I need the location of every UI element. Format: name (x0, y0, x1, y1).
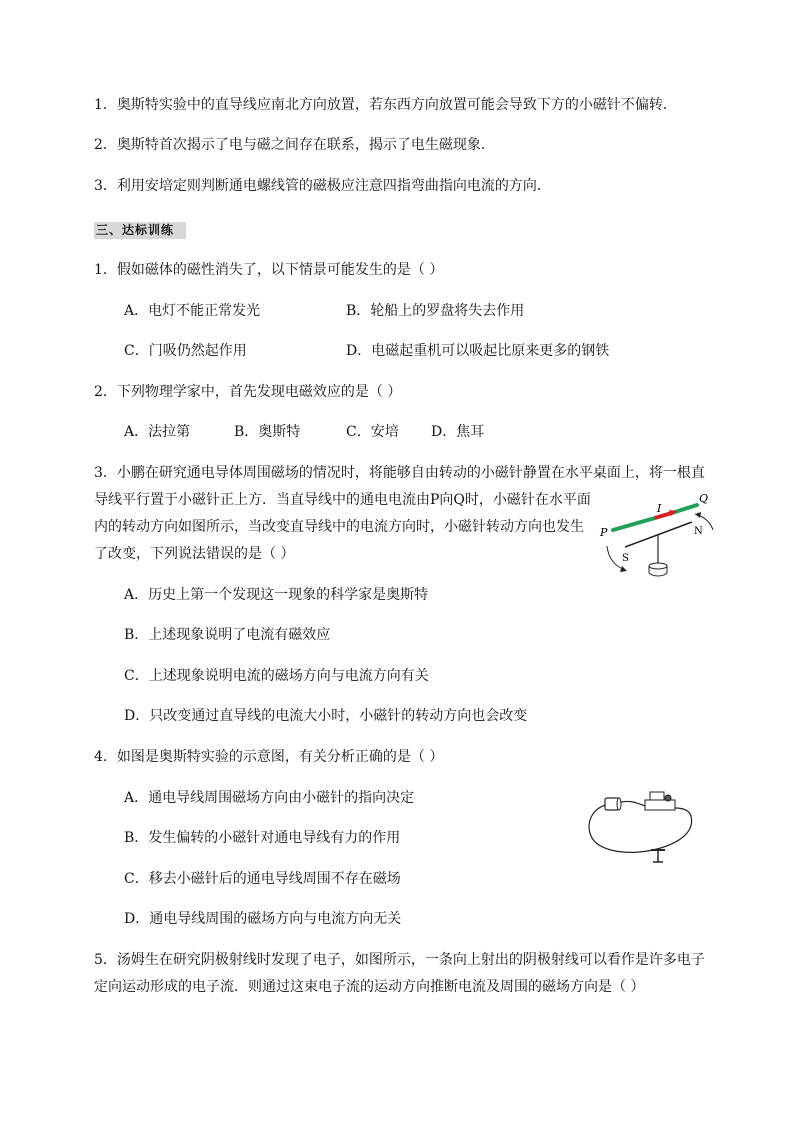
note-3: 3．利用安培定则判断通电螺线管的磁极应注意四指弯曲指向电流的方向． (94, 178, 551, 194)
q1-option-b: B．轮船上的罗盘将失去作用 (346, 303, 525, 319)
wire-green-segment (613, 518, 655, 530)
label-i: I (657, 502, 662, 515)
q5-line-1: 5．汤姆生在研究阴极射线时发现了电子，如图所示，一条向上射出的阴极射线可以看作是许多电子 (94, 952, 705, 968)
label-n: N (694, 526, 703, 537)
q5-line-2: 定向运动形成的电子流．则通过这束电子流的运动方向推断电流及周围的磁场方向是（ ） (94, 979, 645, 995)
wire-to-battery (621, 801, 645, 806)
label-q: Q (699, 492, 709, 505)
q4-option-b: B．发生偏转的小磁针对通电导线有力的作用 (124, 830, 401, 846)
switch-base (645, 800, 675, 810)
q2-option-d: D．焦耳 (431, 424, 485, 440)
q3-option-b: B．上述现象说明了电流有磁效应 (124, 627, 331, 643)
q4-figure-oersted-experiment (583, 786, 703, 866)
q2-option-b: B．奥斯特 (234, 424, 301, 440)
wire-green-segment-2 (675, 505, 697, 512)
q1-option-a: A．电灯不能正常发光 (124, 303, 261, 319)
q3-figure-wire-compass (595, 484, 725, 579)
q1-stem: 1．假如磁体的磁性消失了，以下情景可能发生的是（ ） (94, 262, 444, 278)
q4-option-d: D．通电导线周围的磁场方向与电流方向无关 (124, 911, 402, 927)
q3-option-a: A．历史上第一个发现这一现象的科学家是奥斯特 (124, 587, 429, 603)
rotation-arrowhead-s-icon (620, 566, 627, 572)
q2-option-c: C．安培 (346, 424, 399, 440)
q1-option-d: D．电磁起重机可以吸起比原来更多的钢铁 (346, 343, 610, 359)
q2-stem: 2．下列物理学家中，首先发现电磁效应的是（ ） (94, 384, 402, 400)
rotation-arrowhead-n-icon (695, 512, 701, 518)
label-p: P (600, 526, 608, 539)
q4-stem: 4．如图是奥斯特实验的示意图，有关分析正确的是（ ） (94, 749, 444, 765)
q3-line-2: 导线平行置于小磁针正上方．当直导线中的通电电流由P向Q时，小磁针在水平面 (94, 492, 591, 508)
q2-option-a: A．法拉第 (124, 424, 191, 440)
switch-lever (650, 792, 664, 800)
switch-knob (665, 795, 671, 801)
battery-cap (617, 798, 621, 810)
q4-option-c: C．移去小磁针后的通电导线周围不存在磁场 (124, 871, 401, 887)
section-title: 三、达标训练 (94, 222, 186, 239)
q3-line-1: 3．小鹏在研究通电导体周围磁场的情况时，将能够自由转动的小磁针静置在水平桌面上，将一根直 (94, 465, 705, 481)
q3-option-d: D．只改变通过直导线的电流大小时，小磁针的转动方向也会改变 (124, 708, 528, 724)
q3-line-3: 内的转动方向如图所示，当改变直导线中的电流方向时，小磁针转动方向也发生 (94, 519, 584, 535)
q1-option-c: C．门吸仍然起作用 (124, 343, 247, 359)
q3-option-c: C．上述现象说明电流的磁场方向与电流方向有关 (124, 668, 429, 684)
note-2: 2．奥斯特首次揭示了电与磁之间存在联系，揭示了电生磁现象． (94, 137, 495, 153)
wire-loop (589, 804, 692, 852)
q4-option-a: A．通电导线周围磁场方向由小磁针的指向决定 (124, 790, 415, 806)
note-1: 1．奥斯特实验中的直导线应南北方向放置，若东西方向放置可能会导致下方的小磁针不偏转． (94, 97, 677, 113)
q3-line-4: 了改变，下列说法错误的是（ ） (94, 546, 295, 562)
compass-base-top (649, 563, 667, 569)
label-s: S (622, 553, 629, 564)
